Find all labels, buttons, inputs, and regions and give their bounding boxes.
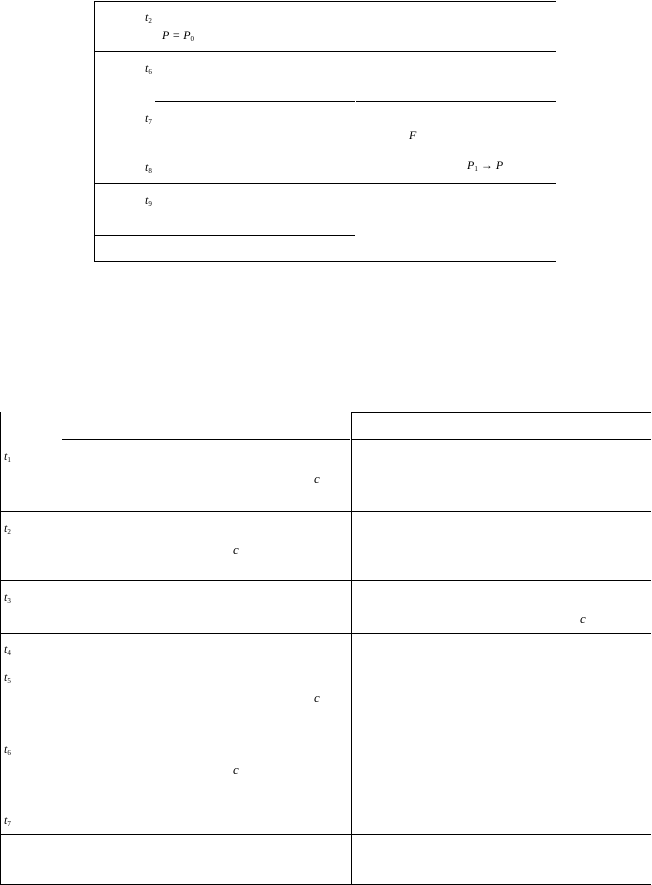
bottom-table-header-rule-right xyxy=(352,439,651,440)
time-label-t7: $t_7$ xyxy=(4,813,11,828)
time-label-t5: $t_5$ xyxy=(4,670,11,685)
time-label-t1: $t_1$ xyxy=(4,449,11,464)
top-table-divider xyxy=(95,51,556,52)
symbol-c: c xyxy=(314,690,320,705)
symbol-c: c xyxy=(233,762,239,777)
equation-p1-to-p: $P_1 \to P$ xyxy=(467,158,504,173)
time-label-t2: $t_2$ xyxy=(4,521,11,536)
symbol-c: c xyxy=(580,611,586,626)
time-label-t2: $t_2$ xyxy=(145,10,152,25)
symbol-f: F xyxy=(409,128,417,142)
top-table-divider-left xyxy=(155,101,355,102)
equation-p-equals-p0: $P = P_0$ xyxy=(162,28,195,43)
bottom-table-header-rule-left xyxy=(62,439,350,440)
top-table-border-top xyxy=(95,1,556,2)
top-table-border-bottom xyxy=(95,261,556,262)
bottom-table-row-divider xyxy=(0,511,651,512)
time-label-t3: $t_3$ xyxy=(4,590,11,605)
time-label-t6: $t_6$ xyxy=(4,742,11,757)
time-label-t8: $t_8$ xyxy=(145,160,152,175)
top-table-divider xyxy=(95,183,556,184)
bottom-table-border-top-right xyxy=(351,412,651,413)
time-label-t9: $t_9$ xyxy=(145,193,152,208)
top-table-divider-partial xyxy=(95,235,355,236)
top-table-border-left xyxy=(94,1,95,262)
symbol-c: c xyxy=(233,542,239,557)
bottom-table-row-divider xyxy=(0,633,651,634)
symbol-c: c xyxy=(314,471,320,486)
time-label-t7: $t_7$ xyxy=(145,111,152,126)
time-label-t4: $t_4$ xyxy=(4,642,11,657)
bottom-table-border-left xyxy=(0,412,1,884)
time-label-t6: $t_6$ xyxy=(145,61,152,76)
bottom-table-row-divider xyxy=(0,834,651,835)
bottom-table-row-divider xyxy=(0,580,651,581)
bottom-table-column-divider xyxy=(351,412,352,884)
top-table-divider-right xyxy=(356,101,556,102)
